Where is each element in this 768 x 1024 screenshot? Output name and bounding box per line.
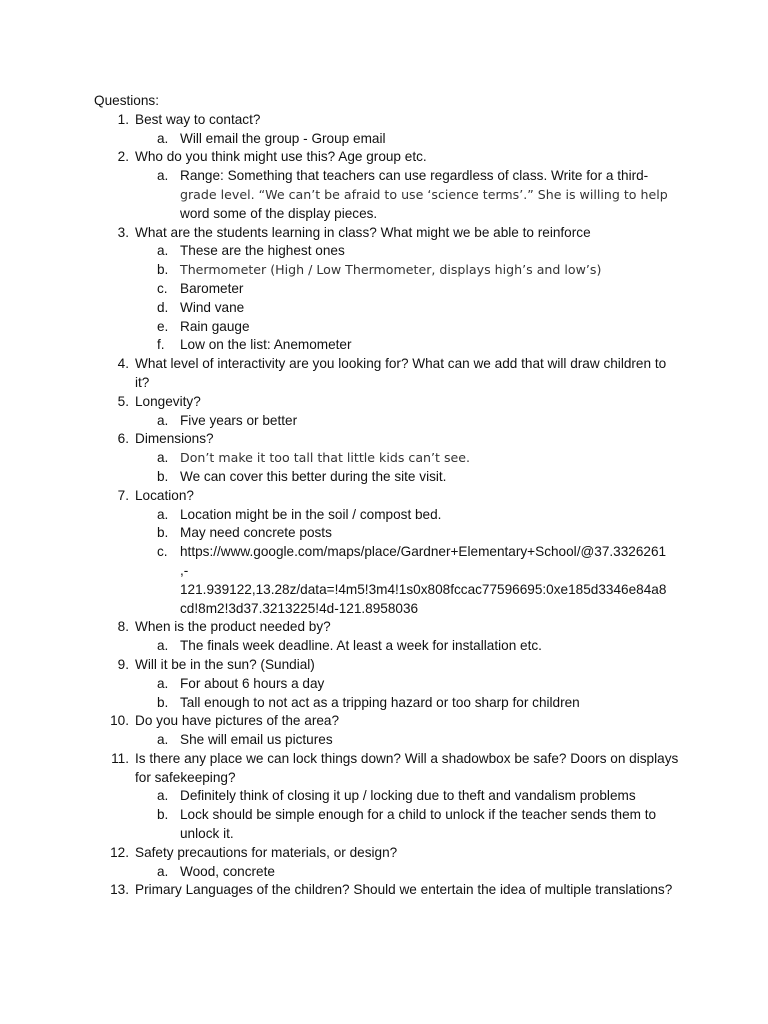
answer-label: b. <box>157 525 169 541</box>
question-number: 1. <box>117 111 129 127</box>
question-list <box>94 111 684 900</box>
answer-item <box>135 412 684 431</box>
answer-label: f. <box>157 337 165 353</box>
question-number: 3. <box>117 224 129 240</box>
answer-label: b. <box>157 694 169 710</box>
question-text: Primary Languages of the children? Should we entertain the idea of multiple translations? <box>135 882 673 898</box>
answer-list <box>135 412 684 431</box>
answer-item <box>135 336 684 355</box>
answer-label: a. <box>157 168 169 184</box>
answer-text: Wood, concrete <box>180 863 275 879</box>
question-item <box>94 712 684 750</box>
answer-text: Will email the group - Group email <box>180 130 386 146</box>
answer-text: Definitely think of closing it up / locking due to theft and vandalism problems <box>180 788 636 804</box>
answer-text: Barometer <box>180 280 244 296</box>
answer-item <box>135 280 684 299</box>
answer-text: These are the highest ones <box>180 243 345 259</box>
answer-text-line-2: grade level. “We can’t be afraid to use ‘science terms’.” She is willing to help <box>180 186 668 202</box>
question-number: 10. <box>110 713 129 729</box>
question-text: What level of interactivity are you looking for? What can we add that will draw children to it? <box>135 356 667 390</box>
questions-heading: Questions: <box>94 93 159 108</box>
answer-label: a. <box>157 675 169 691</box>
answer-item <box>135 863 684 882</box>
question-item <box>94 618 684 656</box>
answer-list <box>135 637 684 656</box>
answer-label: e. <box>157 318 169 334</box>
answer-item <box>135 299 684 318</box>
answer-item <box>135 675 684 694</box>
question-text: Longevity? <box>135 393 201 409</box>
question-number: 9. <box>117 656 129 672</box>
answer-text: Five years or better <box>180 412 298 428</box>
answer-list <box>135 130 684 149</box>
answer-list <box>135 675 684 713</box>
answer-text: Don’t make it too tall that little kids can’t see. <box>180 450 471 466</box>
question-number: 12. <box>110 844 129 860</box>
answer-item <box>135 242 684 261</box>
answer-list <box>135 167 684 223</box>
question-number: 8. <box>117 619 129 635</box>
answer-label: c. <box>157 280 168 296</box>
answer-label: c. <box>157 544 168 560</box>
answer-link-line-3[interactable]: 121.939122,13.28z/data=!4m5!3m4!1s0x808fccac77596695:0xe185d3346e84a8 <box>180 581 667 597</box>
answer-list <box>135 731 684 750</box>
question-text: What are the students learning in class? What might we be able to reinforce <box>135 224 591 240</box>
answer-list <box>135 863 684 882</box>
answer-item <box>135 506 684 525</box>
question-text: When is the product needed by? <box>135 619 331 635</box>
answer-item <box>135 449 684 468</box>
answer-label: a. <box>157 788 169 804</box>
answer-label: a. <box>157 863 169 879</box>
answer-text: She will email us pictures <box>180 732 333 748</box>
answer-item <box>135 787 684 806</box>
answer-text: Thermometer (High / Low Thermometer, displays high’s and low’s) <box>180 262 602 278</box>
question-text: Who do you think might use this? Age group etc. <box>135 149 427 165</box>
answer-label: a. <box>157 506 169 522</box>
answer-label: a. <box>157 130 169 146</box>
answer-item <box>135 637 684 656</box>
answer-item <box>135 130 684 149</box>
answer-text: Range: Something that teachers can use regardless of class. Write for a third- <box>180 168 649 184</box>
question-item <box>94 487 684 619</box>
answer-link[interactable]: https://www.google.com/maps/place/Gardner+Elementary+School/@37.3326261 <box>180 544 667 560</box>
question-text: Will it be in the sun? (Sundial) <box>135 656 315 672</box>
answer-text: Rain gauge <box>180 318 250 334</box>
question-number: 11. <box>111 750 129 766</box>
question-item <box>94 148 684 223</box>
question-item <box>94 393 684 431</box>
answer-label: d. <box>157 299 169 315</box>
answer-label: a. <box>157 732 169 748</box>
answer-text: Low on the list: Anemometer <box>180 337 352 353</box>
question-item <box>94 750 684 844</box>
answer-text: Lock should be simple enough for a child to unlock if the teacher sends them to unlock it. <box>180 807 657 842</box>
answer-list <box>135 506 684 619</box>
question-text: Do you have pictures of the area? <box>135 713 340 729</box>
question-number: 6. <box>117 431 129 447</box>
answer-label: b. <box>157 262 169 278</box>
question-item <box>94 224 684 356</box>
question-item <box>94 844 684 882</box>
question-text: Best way to contact? <box>135 111 261 127</box>
answer-item <box>135 318 684 337</box>
question-text: Location? <box>135 487 194 503</box>
answer-text: Tall enough to not act as a tripping hazard or too sharp for children <box>180 694 580 710</box>
answer-text: Wind vane <box>180 299 245 315</box>
answer-text: The finals week deadline. At least a week for installation etc. <box>180 638 542 654</box>
answer-item <box>135 261 684 280</box>
answer-text: Location might be in the soil / compost bed. <box>180 506 442 522</box>
question-text: Is there any place we can lock things down? Will a shadowbox be safe? Doors on displays for safekeeping? <box>135 750 679 785</box>
answer-text-line-3: word some of the display pieces. <box>180 205 378 221</box>
question-number: 13. <box>110 882 129 898</box>
question-item <box>94 111 684 149</box>
question-number: 7. <box>117 487 129 503</box>
answer-label: b. <box>157 468 169 484</box>
question-item <box>94 656 684 712</box>
answer-link-line-4[interactable]: cd!8m2!3d37.3213225!4d-121.8958036 <box>180 600 419 616</box>
answer-list <box>135 449 684 487</box>
answer-label: a. <box>157 638 169 654</box>
answer-list <box>135 242 684 355</box>
answer-item <box>135 731 684 750</box>
document-body <box>94 92 684 900</box>
question-number: 5. <box>117 393 129 409</box>
answer-item <box>135 806 684 844</box>
answer-item <box>135 468 684 487</box>
answer-item <box>135 543 684 618</box>
answer-text: For about 6 hours a day <box>180 675 325 691</box>
question-text: Dimensions? <box>135 431 214 447</box>
question-text: Safety precautions for materials, or design? <box>135 844 398 860</box>
answer-list <box>135 787 684 843</box>
answer-text: May need concrete posts <box>180 525 332 541</box>
answer-label: b. <box>157 807 169 823</box>
answer-label: a. <box>157 450 169 466</box>
answer-label: a. <box>157 412 169 428</box>
question-item <box>94 355 684 393</box>
answer-item <box>135 524 684 543</box>
question-item <box>94 881 684 900</box>
answer-link-line-2[interactable]: ,- <box>180 562 189 578</box>
question-number: 4. <box>117 356 129 372</box>
question-number: 2. <box>117 149 129 165</box>
answer-label: a. <box>157 243 169 259</box>
question-item <box>94 430 684 486</box>
answer-item <box>135 694 684 713</box>
answer-item <box>135 167 684 223</box>
answer-text: We can cover this better during the site visit. <box>180 468 447 484</box>
